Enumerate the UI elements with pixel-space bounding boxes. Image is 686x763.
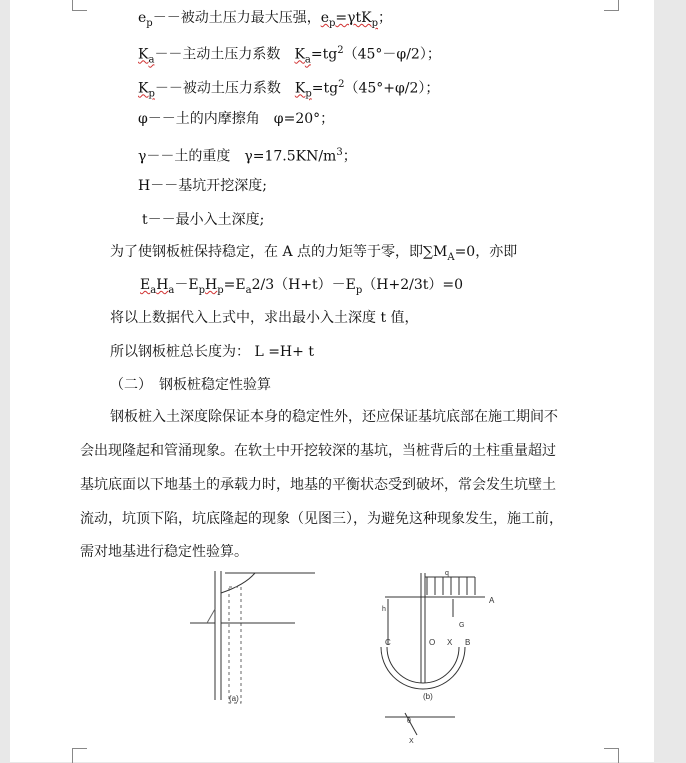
- scrollbar-track[interactable]: [662, 0, 686, 762]
- svg-text:(b): (b): [423, 692, 433, 701]
- figure-b: [365, 565, 515, 755]
- svg-text:θ: θ: [407, 718, 411, 725]
- svg-text:(a): (a): [229, 694, 239, 703]
- def-phi: φ－－土的内摩擦角 φ=20°；: [138, 111, 335, 127]
- svg-text:A: A: [489, 596, 495, 605]
- equilibrium-equation: $E_aH_a-E_pH_p=E_a2/3(H+t)-E_p(H+2/3t)=0$: [140, 277, 464, 296]
- corner-mark-top-left: [72, 0, 87, 11]
- paragraph-line: 会出现隆起和管涌现象。在软土中开挖较深的基坑，当桩背后的土柱重量超过: [80, 443, 556, 459]
- svg-text:X: X: [409, 738, 414, 745]
- def-ep: $e_p--$被动土压力最大压强，$e_p=\gamma tK_p$；: [138, 10, 392, 29]
- def-kp: $K_p--$被动土压力系数 $K_p=tg^2(45^\circ+\varphi/2)$；: [138, 79, 440, 100]
- figure-a: [185, 565, 335, 710]
- moment-sentence: 为了使钢板桩保持稳定，在 A 点的力矩等于零，即$\sum M_A=0$，亦即: [110, 244, 518, 263]
- corner-mark-bottom-left: [72, 748, 87, 763]
- paragraph-line: 钢板桩入土深度除保证本身的稳定性外，还应保证基坑底部在施工期间不: [110, 409, 558, 425]
- def-gamma: γ－－土的重度 $\gamma=17.5KN/m^3$；: [138, 147, 357, 165]
- substitute-sentence: 将以上数据代入上式中，求出最小入土深度 t 值，: [110, 310, 419, 326]
- total-length-sentence: 所以钢板桩总长度为： L =H+ t: [110, 344, 314, 360]
- svg-text:h: h: [382, 606, 386, 613]
- svg-text:q: q: [445, 570, 449, 577]
- def-h: H－－基坑开挖深度;: [138, 178, 267, 194]
- svg-text:B: B: [465, 638, 471, 647]
- svg-text:C: C: [385, 638, 391, 647]
- svg-text:O: O: [429, 638, 436, 647]
- def-ka: $K_a--$主动土压力系数 $K_a=tg^2(45^\circ-\varphi/2)$；: [138, 45, 441, 66]
- paragraph-line: 需对地基进行稳定性验算。: [80, 544, 248, 560]
- document-page: [10, 0, 654, 762]
- svg-text:X: X: [447, 638, 453, 647]
- svg-text:G: G: [459, 622, 465, 629]
- corner-mark-top-right: [604, 0, 619, 11]
- section-heading: （二） 钢板桩稳定性验算: [110, 377, 271, 393]
- paragraph-line: 流动，坑顶下陷，坑底隆起的现象（见图三），为避免这种现象发生，施工前，: [80, 511, 563, 527]
- def-t: t－－最小入土深度;: [142, 212, 265, 228]
- paragraph-line: 基坑底面以下地基土的承载力时，地基的平衡状态受到破坏，常会发生坑壁土: [80, 477, 556, 493]
- corner-mark-bottom-right: [604, 748, 619, 763]
